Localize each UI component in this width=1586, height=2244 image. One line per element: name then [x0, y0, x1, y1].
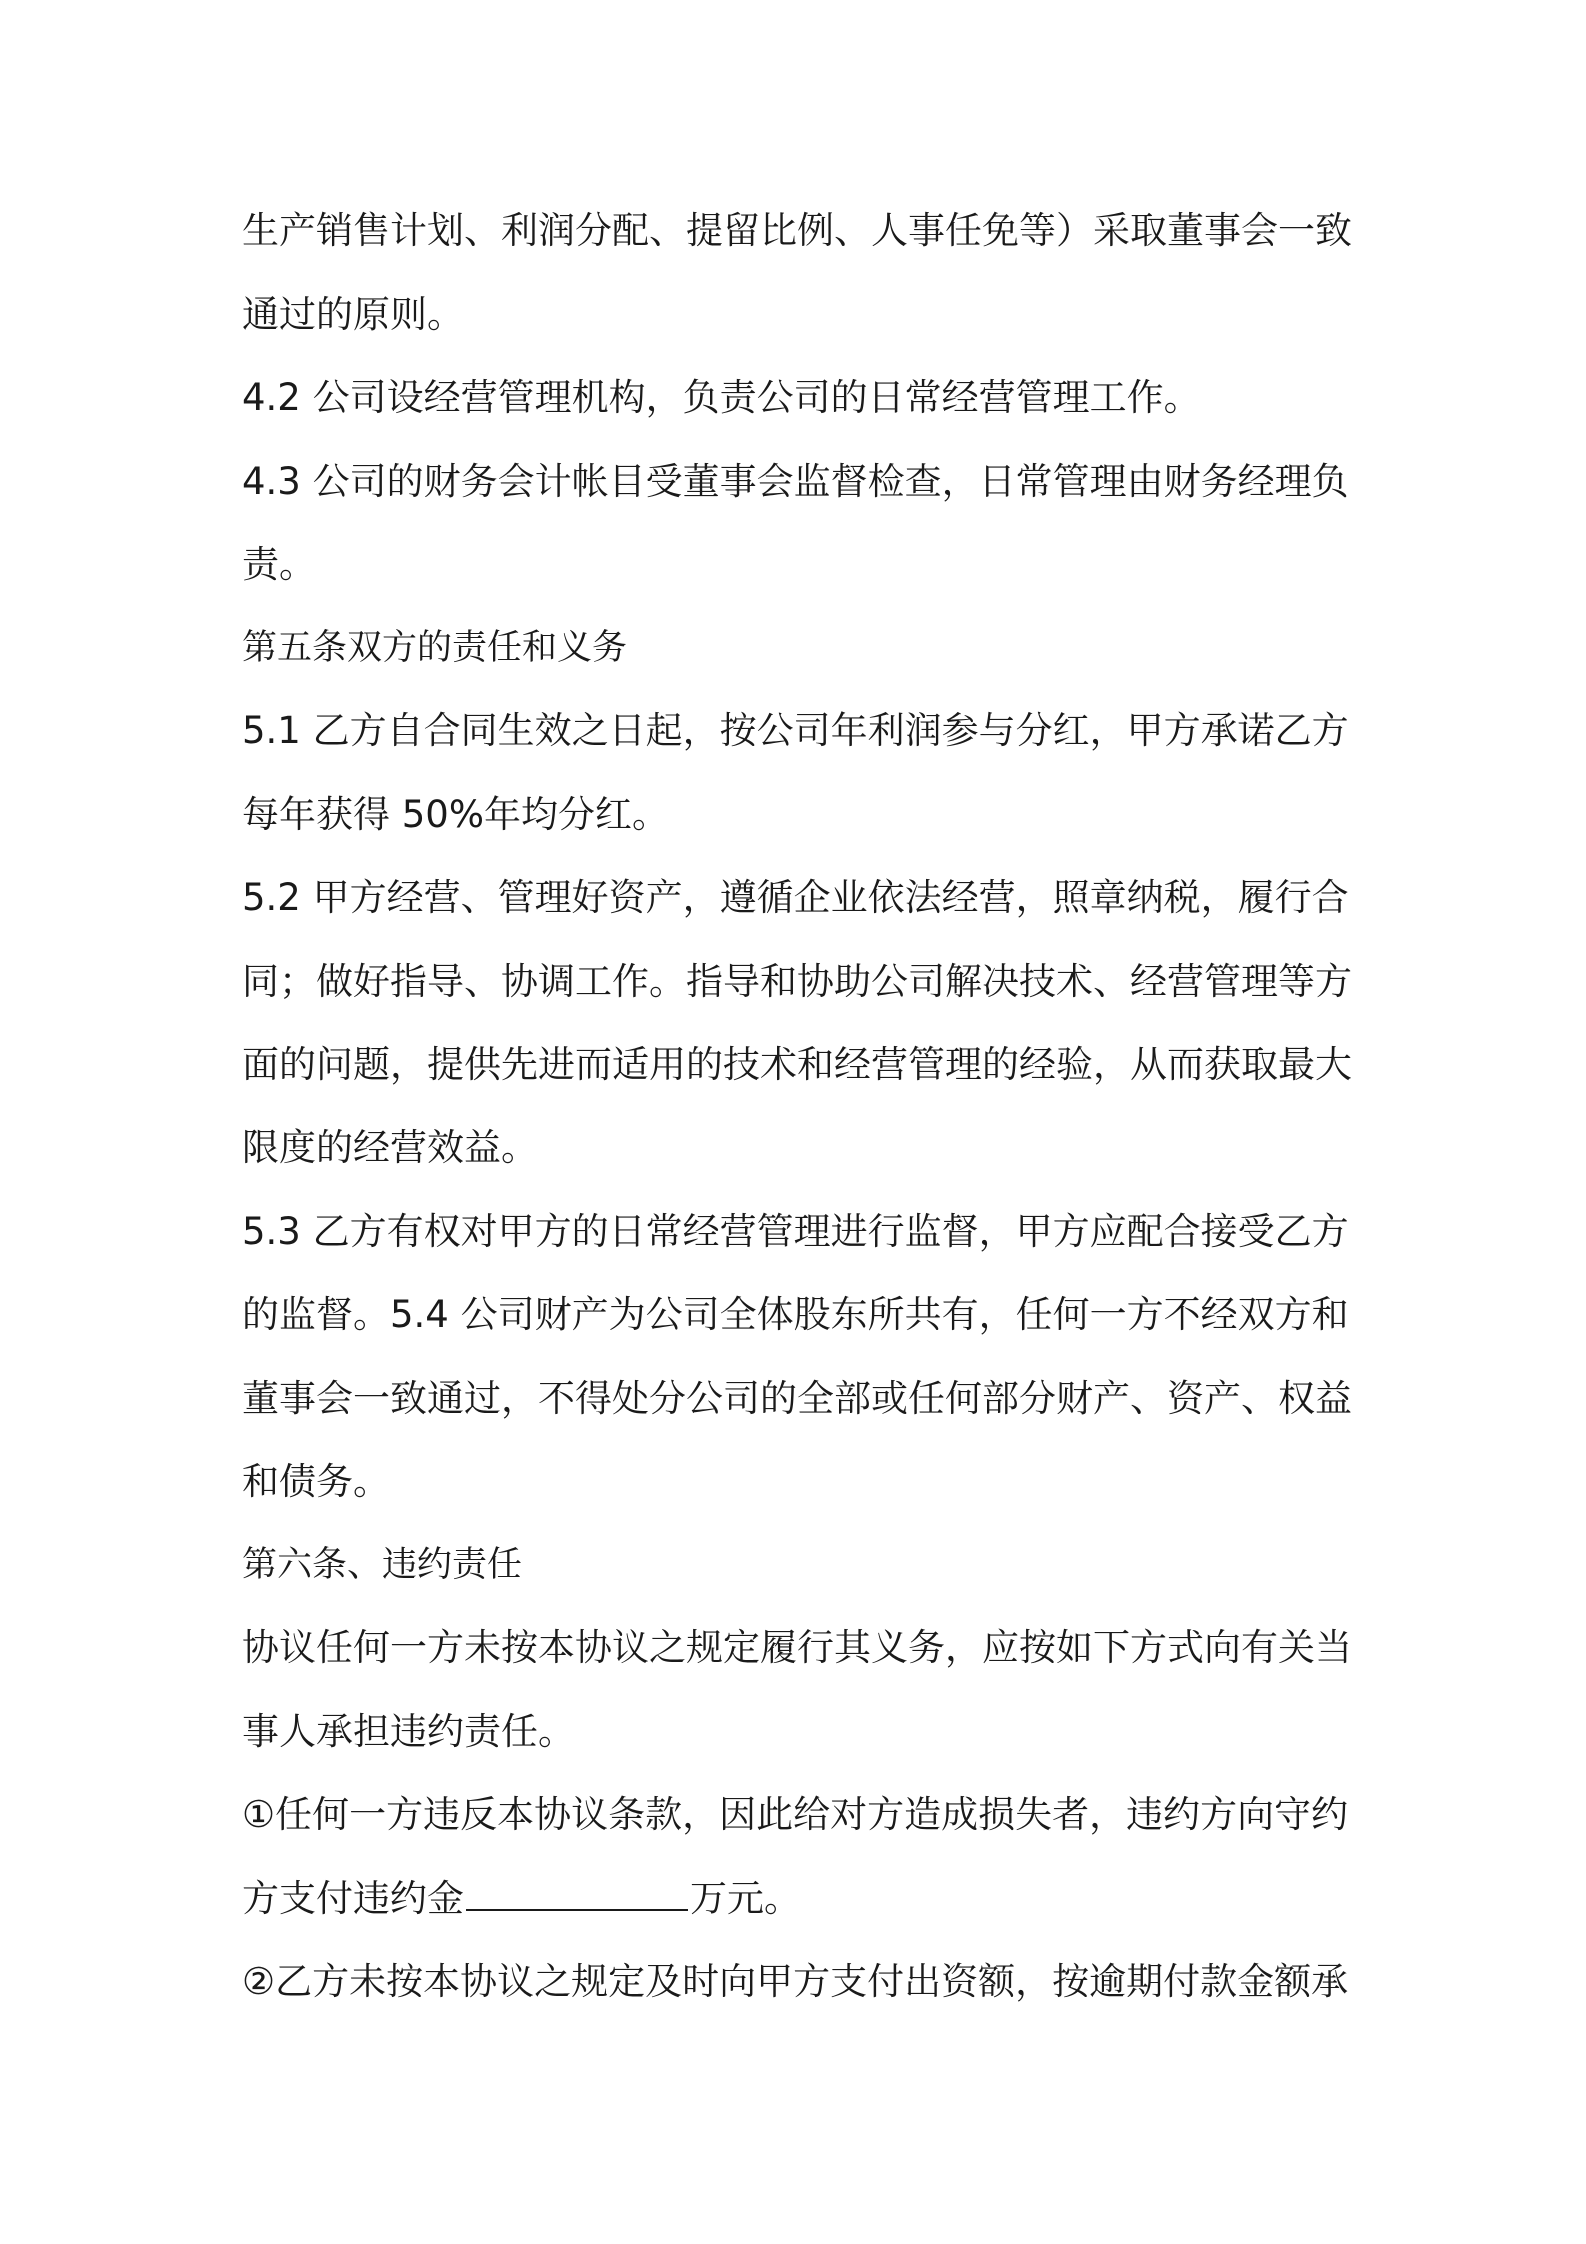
- text-line: 通过的原则。: [242, 293, 464, 336]
- fill-in-blank[interactable]: [466, 1879, 688, 1911]
- text-line: 事人承担违约责任。: [242, 1710, 575, 1753]
- text-line: 董事会一致通过，不得处分公司的全部或任何部分财产、资产、权益: [242, 1377, 1352, 1420]
- text-line: 同；做好指导、协调工作。指导和协助公司解决技术、经营管理等方: [242, 960, 1352, 1003]
- clause-5-2: 5.2 甲方经营、管理好资产，遵循企业依法经营，照章纳税，履行合: [242, 876, 1349, 919]
- penalty-amount-line: [242, 1857, 801, 1941]
- text-line: 限度的经营效益。: [242, 1126, 538, 1169]
- text-line: 和债务。: [242, 1460, 390, 1503]
- clause-5-3: 5.3 乙方有权对甲方的日常经营管理进行监督，甲方应配合接受乙方: [242, 1210, 1349, 1253]
- text-line: 面的问题，提供先进而适用的技术和经营管理的经验，从而获取最大: [242, 1043, 1352, 1086]
- clause-4-2: 4.2 公司设经营管理机构，负责公司的日常经营管理工作。: [242, 376, 1201, 419]
- text-line: 协议任何一方未按本协议之规定履行其义务，应按如下方式向有关当: [242, 1626, 1352, 1669]
- clause-item-1: ①任何一方违反本协议条款，因此给对方造成损失者，违约方向守约: [242, 1793, 1349, 1836]
- text-line: 生产销售计划、利润分配、提留比例、人事任免等）采取董事会一致: [242, 209, 1352, 252]
- penalty-unit: 万元。: [690, 1877, 801, 1920]
- clause-4-3: 4.3 公司的财务会计帐目受董事会监督检查，日常管理由财务经理负: [242, 460, 1349, 503]
- text-line: 的监督。5.4 公司财产为公司全体股东所共有，任何一方不经双方和: [242, 1293, 1349, 1336]
- text-line: 每年获得 50%年均分红。: [242, 793, 669, 836]
- text-line: 责。: [242, 543, 316, 586]
- penalty-label: 方支付违约金: [242, 1877, 464, 1920]
- section-heading-5: 第五条双方的责任和义务: [242, 628, 628, 668]
- clause-5-1: 5.1 乙方自合同生效之日起，按公司年利润参与分红，甲方承诺乙方: [242, 709, 1349, 752]
- section-heading-6: 第六条、违约责任: [242, 1545, 523, 1585]
- clause-item-2: ②乙方未按本协议之规定及时向甲方支付出资额，按逾期付款金额承: [242, 1960, 1349, 2003]
